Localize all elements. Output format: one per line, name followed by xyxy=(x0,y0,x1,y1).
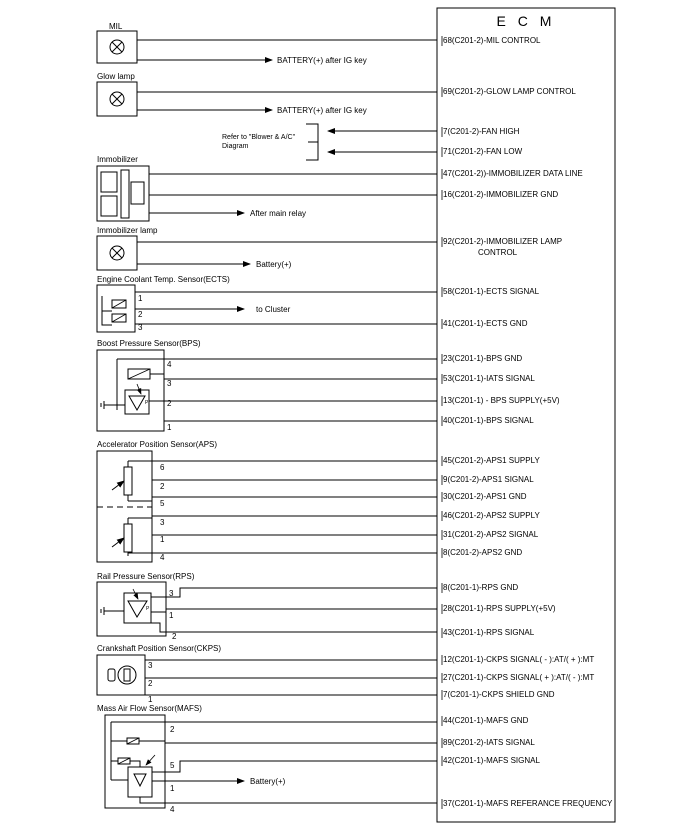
bps-pin-4: 4 xyxy=(167,360,172,369)
immobilizer-lamp-label: Immobilizer lamp xyxy=(97,226,158,235)
ckps-label: Crankshaft Position Sensor(CKPS) xyxy=(97,644,222,653)
svg-text:45(C201-2)-APS1 SUPPLY: 45(C201-2)-APS1 SUPPLY xyxy=(443,456,540,465)
svg-text:30(C201-2)-APS1 GND: 30(C201-2)-APS1 GND xyxy=(443,492,527,501)
connection-bps-gnd xyxy=(442,354,522,364)
svg-text:47(C201-2))-IMMOBILIZER DATA L: 47(C201-2))-IMMOBILIZER DATA LINE xyxy=(443,169,583,178)
connection-ckps-signal-1 xyxy=(442,655,594,665)
svg-text:41(C201-1)-ECTS GND: 41(C201-1)-ECTS GND xyxy=(443,319,528,328)
connection-aps1-gnd xyxy=(442,492,527,502)
svg-text:68(C201-2)-MIL CONTROL: 68(C201-2)-MIL CONTROL xyxy=(443,36,541,45)
svg-text:23(C201-1)-BPS GND: 23(C201-1)-BPS GND xyxy=(443,354,523,363)
svg-text:P: P xyxy=(145,400,149,406)
rps-box xyxy=(97,582,166,636)
ects-pin-1: 1 xyxy=(138,294,143,303)
connection-rps-signal xyxy=(442,628,535,638)
rps-pin-3: 3 xyxy=(169,589,174,598)
connection-mafs-iats-signal xyxy=(442,738,535,748)
svg-text:28(C201-1)-RPS SUPPLY(+5V): 28(C201-1)-RPS SUPPLY(+5V) xyxy=(443,604,556,613)
mafs-pin-1: 1 xyxy=(170,784,175,793)
aps-label: Accelerator Position Sensor(APS) xyxy=(97,440,218,449)
mafs-pin-5: 5 xyxy=(170,761,175,770)
mafs-feed-label: Battery(+) xyxy=(250,777,286,786)
svg-text:92(C201-2)-IMMOBILIZER LAMP: 92(C201-2)-IMMOBILIZER LAMP xyxy=(443,237,563,246)
immobilizer-lamp-feed-label: Battery(+) xyxy=(256,260,292,269)
svg-text:53(C201-1)-IATS SIGNAL: 53(C201-1)-IATS SIGNAL xyxy=(443,374,535,383)
glow-lamp-label: Glow lamp xyxy=(97,72,135,81)
svg-text:37(C201-1)-MAFS REFERANCE FREQ: 37(C201-1)-MAFS REFERANCE FREQUENCY xyxy=(443,799,613,808)
aps-pin-3: 3 xyxy=(160,518,165,527)
svg-text:9(C201-2)-APS1 SIGNAL: 9(C201-2)-APS1 SIGNAL xyxy=(443,475,534,484)
rps-pin-1: 1 xyxy=(169,611,174,620)
bps-pin-3: 3 xyxy=(167,379,172,388)
connection-ects-gnd xyxy=(442,319,528,329)
rps-signal-wire xyxy=(151,623,437,632)
mafs-pin-4: 4 xyxy=(170,805,175,814)
svg-text:44(C201-1)-MAFS GND: 44(C201-1)-MAFS GND xyxy=(443,716,529,725)
svg-text:8(C201-1)-RPS GND: 8(C201-1)-RPS GND xyxy=(443,583,519,592)
rps-circuit xyxy=(97,572,437,641)
connection-immobilizer-gnd xyxy=(442,190,558,200)
ckps-pin-1: 1 xyxy=(148,695,153,704)
connection-mafs-signal xyxy=(442,756,540,766)
immobilizer-label: Immobilizer xyxy=(97,155,138,164)
svg-text:89(C201-2)-IATS SIGNAL: 89(C201-2)-IATS SIGNAL xyxy=(443,738,535,747)
connection-bps-iats-signal xyxy=(442,374,535,384)
aps-pin-5: 5 xyxy=(160,499,165,508)
connection-mil-control xyxy=(442,36,541,46)
bps-pin-1: 1 xyxy=(167,423,172,432)
svg-text:16(C201-2)-IMMOBILIZER GND: 16(C201-2)-IMMOBILIZER GND xyxy=(443,190,559,199)
ckps-pin-3: 3 xyxy=(148,661,153,670)
aps-pin-4: 4 xyxy=(160,553,165,562)
mil-feed-label: BATTERY(+) after IG key xyxy=(277,56,367,65)
connection-aps2-gnd xyxy=(442,548,522,558)
connection-aps2-supply xyxy=(442,511,540,521)
immobilizer-circuit xyxy=(97,155,437,221)
connection-aps1-supply xyxy=(442,456,540,466)
connection-rps-supply xyxy=(442,604,556,614)
connection-ects-signal xyxy=(442,287,540,297)
immobilizer-feed-label: After main relay xyxy=(250,209,307,218)
ckps-circuit xyxy=(97,644,437,704)
svg-text:P: P xyxy=(146,606,150,612)
rps-label: Rail Pressure Sensor(RPS) xyxy=(97,572,195,581)
aps-pin-1: 1 xyxy=(160,535,165,544)
connection-rps-gnd xyxy=(442,583,518,593)
ects-circuit xyxy=(97,275,437,332)
immobilizer-lamp-circuit xyxy=(97,226,437,270)
aps-pin-6: 6 xyxy=(160,463,165,472)
svg-text:71(C201-2)-FAN LOW: 71(C201-2)-FAN LOW xyxy=(443,147,523,156)
connection-mafs-gnd xyxy=(442,716,529,726)
fan-note-line1: Refer to "Blower & A/C" xyxy=(222,134,296,141)
aps-circuit xyxy=(97,440,437,562)
rps-gnd-wire xyxy=(166,588,437,597)
glow-lamp-circuit xyxy=(97,72,437,116)
svg-text:69(C201-2)-GLOW LAMP CONTROL: 69(C201-2)-GLOW LAMP CONTROL xyxy=(443,87,576,96)
glow-lamp-feed-label: BATTERY(+) after IG key xyxy=(277,106,367,115)
connection-fan-high xyxy=(442,127,520,137)
ckps-box xyxy=(97,655,145,695)
ckps-pin-2: 2 xyxy=(148,679,153,688)
svg-text:42(C201-1)-MAFS SIGNAL: 42(C201-1)-MAFS SIGNAL xyxy=(443,756,540,765)
rps-pin-2: 2 xyxy=(172,632,177,641)
aps-pin-2a: 2 xyxy=(160,482,165,491)
mafs-pin-2: 2 xyxy=(170,725,175,734)
connection-bps-signal xyxy=(442,416,534,426)
bps-circuit xyxy=(97,339,437,432)
immobilizer-box xyxy=(97,166,149,221)
fan-reference xyxy=(222,124,437,160)
connection-aps2-signal xyxy=(442,530,539,540)
ects-pin-3: 3 xyxy=(138,323,143,332)
ects-feed-label: to Cluster xyxy=(256,305,291,314)
ects-label: Engine Coolant Temp. Sensor(ECTS) xyxy=(97,275,230,284)
connection-glow-lamp-control xyxy=(442,87,576,97)
connection-ckps-shield-gnd xyxy=(442,690,555,700)
svg-text:46(C201-2)-APS2 SUPPLY: 46(C201-2)-APS2 SUPPLY xyxy=(443,511,540,520)
connection-mafs-reference-frequency xyxy=(442,799,613,809)
ecm-title: E C M xyxy=(496,13,556,29)
svg-text:8(C201-2)-APS2 GND: 8(C201-2)-APS2 GND xyxy=(443,548,523,557)
svg-text:13(C201-1) - BPS SUPPLY(+5V): 13(C201-1) - BPS SUPPLY(+5V) xyxy=(443,396,560,405)
svg-text:58(C201-1)-ECTS SIGNAL: 58(C201-1)-ECTS SIGNAL xyxy=(443,287,540,296)
connection-bps-supply xyxy=(442,396,560,406)
bps-label: Boost Pressure Sensor(BPS) xyxy=(97,339,201,348)
mafs-label: Mass Air Flow Sensor(MAFS) xyxy=(97,704,202,713)
svg-text:43(C201-1)-RPS SIGNAL: 43(C201-1)-RPS SIGNAL xyxy=(443,628,535,637)
mil-circuit xyxy=(97,22,437,65)
svg-text:31(C201-2)-APS2 SIGNAL: 31(C201-2)-APS2 SIGNAL xyxy=(443,530,539,539)
svg-text:12(C201-1)-CKPS SIGNAL( - ):AT: 12(C201-1)-CKPS SIGNAL( - ):AT/( + ):MT xyxy=(443,655,595,664)
svg-text:CONTROL: CONTROL xyxy=(478,248,518,257)
mil-label: MIL xyxy=(109,22,123,31)
mafs-circuit xyxy=(97,704,437,814)
bps-pin-2: 2 xyxy=(167,399,172,408)
connection-aps1-signal xyxy=(442,475,534,485)
connection-fan-low xyxy=(442,147,523,157)
svg-text:7(C201-2)-FAN HIGH: 7(C201-2)-FAN HIGH xyxy=(443,127,520,136)
mafs-signal-wire xyxy=(165,761,437,772)
connection-immobilizer-data-line xyxy=(442,169,583,179)
ects-pin-2: 2 xyxy=(138,310,143,319)
svg-text:27(C201-1)-CKPS SIGNAL( + ):AT: 27(C201-1)-CKPS SIGNAL( + ):AT/( - ):MT xyxy=(443,673,595,682)
connection-ckps-signal-2 xyxy=(442,673,594,683)
fan-note-line2: Diagram xyxy=(222,143,249,150)
svg-text:40(C201-1)-BPS SIGNAL: 40(C201-1)-BPS SIGNAL xyxy=(443,416,534,425)
svg-text:7(C201-1)-CKPS SHIELD GND: 7(C201-1)-CKPS SHIELD GND xyxy=(443,690,555,699)
